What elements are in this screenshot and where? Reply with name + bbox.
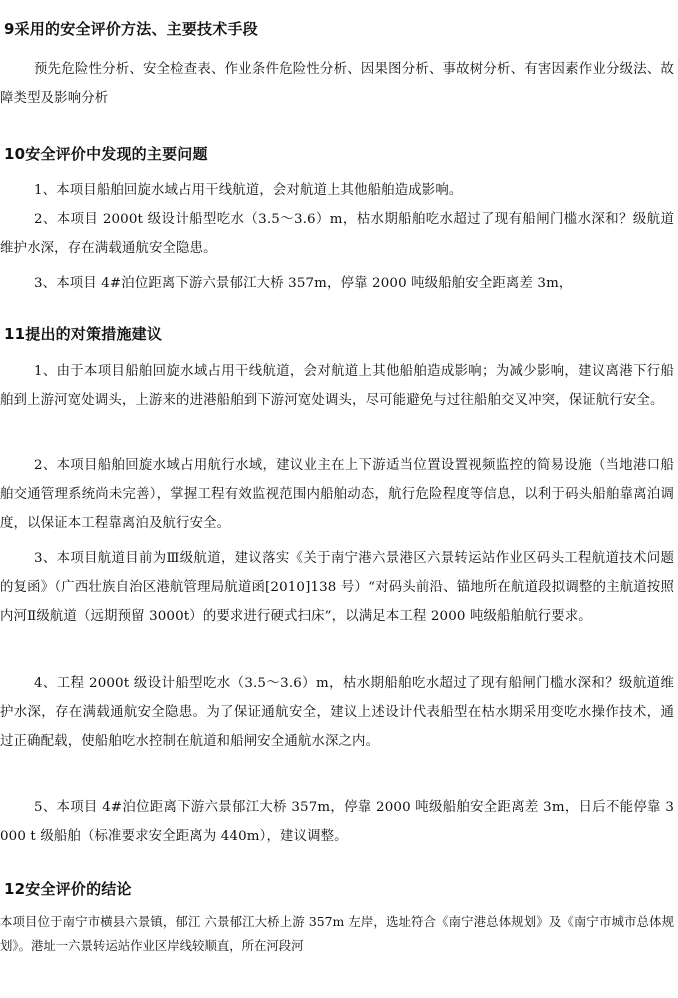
section-10-heading: 10安全评价中发现的主要问题 [4, 145, 208, 163]
section-9-heading: 9采用的安全评价方法、主要技术手段 [4, 20, 258, 38]
section-11-heading: 11提出的对策措施建议 [4, 325, 163, 343]
section-10-item-1: 1、本项目船舶回旋水域占用干线航道，会对航道上其他船舶造成影响。 [34, 183, 463, 198]
section-9-paragraph-1: 预先危险性分析、安全检查表、作业条件危险性分析、因果图分析、事故树分析、有害因素作业分级法、故障类型及影响分析 [0, 62, 674, 106]
section-11-item-3: 3、本项目航道目前为Ⅲ级航道，建议落实《关于南宁港六景港区六景转运站作业区码头工程航道技术问题的复函》（广西壮族自治区港航管理局航道函[2010]138 号）“对码头前沿、锚地所在航道段拟调整的主航道按照内河Ⅱ级航道（远期预留 3000t）的要求进行硬式扫床”，以满足本工程 2000 吨级船舶航行要求。 [0, 551, 674, 624]
section-11-item-5: 5、本项目 4#泊位距离下游六景郁江大桥 357m，停靠 2000 吨级船舶安全距离差 3m，日后不能停靠 3000 t 级船舶（标准要求安全距离为 440m），建议调整。 [0, 800, 674, 844]
section-10-item-3: 3、本项目 4#泊位距离下游六景郁江大桥 357m，停靠 2000 吨级船舶安全距离差 3m， [34, 276, 573, 291]
section-10-item-2: 2、本项目 2000t 级设计船型吃水（3.5～3.6）m，枯水期船舶吃水超过了现有船闸门槛水深和？级航道维护水深，存在满载通航安全隐患。 [0, 212, 674, 256]
section-11-item-2: 2、本项目船舶回旋水域占用航行水域，建议业主在上下游适当位置设置视频监控的简易设施（当地港口船舶交通管理系统尚未完善），掌握工程有效监视范围内船舶动态，航行危险程度等信息，以利于码头船舶靠离泊调度，以保证本工程靠离泊及航行安全。 [0, 458, 674, 531]
section-12-heading: 12安全评价的结论 [4, 880, 132, 898]
section-11-item-4: 4、工程 2000t 级设计船型吃水（3.5～3.6）m，枯水期船舶吃水超过了现有船闸门槛水深和？级航道维护水深，存在满载通航安全隐患。为了保证通航安全，建议上述设计代表船型在枯水期采用变吃水操作技术，通过正确配载，使船舶吃水控制在航道和船闸安全通航水深之内。 [0, 676, 674, 749]
section-11-item-1: 1、由于本项目船舶回旋水域占用干线航道，会对航道上其他船舶造成影响；为减少影响，建议离港下行船舶到上游河宽处调头，上游来的进港船舶到下游河宽处调头，尽可能避免与过往船舶交叉冲突，保证航行安全。 [0, 364, 674, 408]
section-12-paragraph-1: 本项目位于南宁市横县六景镇，郁江 六景郁江大桥上游 357m 左岸，选址符合《南宁港总体规划》及《南宁市城市总体规划》。港址一六景转运站作业区岸线较顺直，所在河段河 [0, 914, 674, 953]
